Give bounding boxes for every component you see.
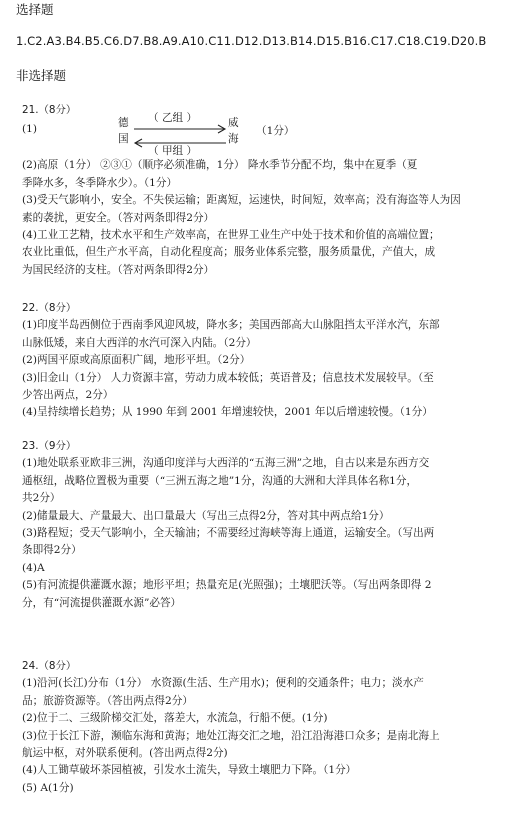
answer-line: (2)储量最大、产量最大、出口量最大（写出三点得2分，答对其中两点给1分） [22,509,390,522]
scanned-answer-sheet [22,92,522,812]
answer-line: 条即得2分） [22,544,82,557]
answer-line: 航运中枢，对外联系便利。(答出两点得2分) [22,747,228,760]
question-22 [22,300,500,422]
question-23 [22,438,500,612]
answer-line: 分，有“河流提供灌溉水源”必答） [22,596,182,609]
answer-line: 山脉低矮，来自大西洋的水汽可深入内陆。（2分） [22,336,257,349]
answer-line: 品；旅游资源等。（答出两点得2分） [22,694,193,707]
node-germany-bottom: 国 [118,133,129,146]
answer-line: (1)沿河(长江)分布（1分） 水资源(生活、生产用水)；便利的交通条件；电力；淡水产 [22,677,424,690]
answer-line: (4)A [22,561,45,574]
question-23-title: 23.（9分） [22,440,77,452]
node-weihai-bottom: 海 [228,133,239,146]
answer-line: 素的袭扰，更安全。（答对两条即得2分） [22,211,215,224]
part-1-score: （1分） [256,125,295,138]
answer-line: (5)有河流提供灌溉水源；地形平坦；热量充足(光照强)；土壤肥沃等。（写出两条即得 2 [22,579,432,592]
arrow-label-yi-group: （ 乙组 ） [148,112,198,125]
answer-line: (5) A(1分) [22,781,74,794]
question-24-title: 24.（8分） [22,660,77,672]
section-heading-choice: 选择题 [16,2,54,17]
node-weihai-top: 威 [228,117,239,130]
question-21 [22,102,500,279]
question-21-title: 21.（8分） [22,104,77,116]
answer-line: (3)旧金山（1分） 人力资源丰富，劳动力成本较低；英语普及；信息技术发展较早。（至 [22,371,434,384]
answer-line: (4)人工锄草破坏茶园植被，引发水土流失，导致土壤肥力下降。（1分） [22,764,357,777]
answer-line: (1)地处联系亚欧非三洲，沟通印度洋与大西洋的“五海三洲”之地，自古以来是东西方交 [22,457,430,470]
question-22-title: 22.（8分） [22,302,77,314]
answer-line: 共2分） [22,492,61,505]
answer-line: 为国民经济的支柱。（答对两条即得2分） [22,263,215,276]
answer-line: (2)位于二、三级阶梯交汇处，落差大，水流急，行船不便。(1分) [22,712,328,725]
arrow-label-jia-group: （ 甲组 ） [148,145,198,158]
answer-line: 季降水多，冬季降水少）。（1分） [22,176,178,189]
section-heading-nonchoice: 非选择题 [16,68,67,83]
node-germany-top: 德 [118,117,129,130]
answer-line: (3)位于长江下游，濒临东海和黄海；地处江海交汇之地，沿江沿海港口众多；是南北海上 [22,729,440,742]
answer-line: 少答出两点，2分） [22,389,114,402]
answer-line: (1)印度半岛西侧位于西南季风迎风坡，降水多；美国西部高大山脉阻挡太平洋水汽，东部 [22,319,440,332]
answer-line: (4)工业工艺精，技术水平和生产效率高，在世界工业生产中处于技术和价值的高端位置； [22,229,440,242]
question-24 [22,658,500,797]
answer-line: 农业比重低，但生产水平高，自动化程度高；服务业体系完整，服务质量优，产值大，成 [22,246,436,259]
double-arrow-icon [130,119,230,155]
answer-line: (4)呈持续增长趋势；从 1990 年到 2001 年增速较快，2001 年以后增速较慢。（1分） [22,406,433,419]
answer-line: (2)高原（1分） ②③①（顺序必须准确，1分） 降水季节分配不均，集中在夏季（夏 [22,159,418,172]
choice-answers: 1.C2.A3.B4.B5.C6.D7.B8.A9.A10.C11.D12.D13.B14.D15.B16.C17.C18.C19.D20.B [16,34,487,48]
answer-line: (3)受天气影响小，安全。不失侯运输；距离短，运速快，时间短，效率高；没有海盗等人为因 [22,194,461,207]
answer-line: (2)两国平原或高原面积广阔，地形平坦。（2分） [22,354,251,367]
answer-line: 通枢纽，战略位置极为重要（“三洲五海之地”1分，沟通的大洲和大洋具体名称1分， [22,474,418,487]
part-1-label: (1) [22,123,38,136]
answer-line: (3)路程短；受天气影响小，全天输油；不需要经过海峡等海上通道，运输安全。（写出两 [22,527,435,540]
trade-flow-diagram [22,112,500,158]
